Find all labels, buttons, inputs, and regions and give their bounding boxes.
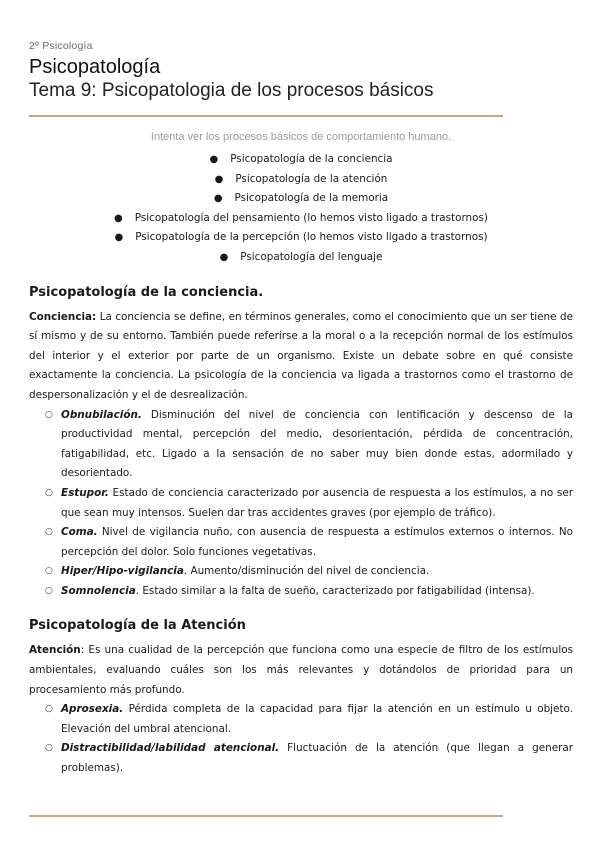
definition-term: Atención: [29, 644, 81, 657]
bullet-icon: ●: [114, 232, 124, 244]
topic-item: ● Psicopatología del pensamiento (lo hemos visto ligado a trastornos): [29, 209, 573, 229]
tema-title: Tema 9: Psicopatologia de los procesos básicos: [29, 80, 434, 101]
course-label: 2º Psicología: [29, 40, 93, 52]
list-item: ○ Somnolencia. Estado similar a la falta de sueño, caracterizado por fatigabilidad (intensa).: [61, 582, 573, 602]
list-item: ○ Hiper/Hipo-vigilancia. Aumento/disminución del nivel de conciencia.: [61, 562, 573, 582]
circle-bullet-icon: ○: [45, 487, 53, 498]
circle-bullet-icon: ○: [45, 585, 53, 596]
topic-item: ● Psicopatología de la memoria: [29, 189, 573, 209]
bullet-icon: ●: [214, 173, 224, 185]
list-item: ○ Obnubilación. Disminución del nivel de conciencia con lentificación y descenso de la productividad mental, percepción del medio, desorientación, pérdida de concentración, fatigabilidad, etc. Ligado a la sensación de no saber muy bien donde estas, adormilado y desorientado.: [61, 406, 573, 484]
intro-text: Intenta ver los procesos básicos de comportamiento humano.: [150, 131, 452, 143]
definition-conciencia: Conciencia: La conciencia se define, en términos generales, como el conocimiento que un ser tiene de sí mismo y de su entorno. También puede referirse a la moral o a la recepción normal de los estímulos del interior y el exterior por parte de un organismo. Existe un debate sobre en qué consiste exactamente la conciencia. La psicología de la conciencia va ligada a trastornos como el trastorno de despersonalización y el de desrealización.: [29, 310, 573, 401]
conciencia-list: [29, 406, 573, 602]
list-item: ○ Aprosexia. Pérdida completa de la capacidad para fijar la atención en un estímulo u objeto. Elevación del umbral atencional.: [61, 700, 573, 739]
bullet-icon: ●: [219, 251, 229, 263]
document-page: [29, 40, 573, 779]
topic-item: ● Psicopatología del lenguaje: [29, 248, 573, 268]
section-heading-atencion: Psicopatología de la Atención: [29, 618, 246, 634]
circle-bullet-icon: ○: [45, 704, 53, 715]
section-heading-conciencia: Psicopatología de la conciencia.: [29, 284, 264, 300]
bullet-icon: ●: [114, 212, 123, 224]
list-item: ○ Coma. Nivel de vigilancia nuño, con ausencia de respuesta a estímulos externos o internos. No percepción del dolor. Solo funciones vegetativas.: [61, 523, 573, 562]
list-item: ○ Estupor. Estado de conciencia caracterizado por ausencia de respuesta a los estímulos, a no ser que sean muy intensos. Suelen dar tras accidentes graves (por ejemplo de tráfico).: [61, 484, 573, 523]
topic-item: ● Psicopatología de la atención: [29, 170, 573, 190]
list-item: ○ Distractibilidad/labilidad atencional. Fluctuación de la atención (que llegan a generar problemas).: [61, 739, 573, 778]
definition-term: Conciencia:: [29, 310, 97, 323]
subject-title: Psicopatología: [29, 56, 161, 78]
bullet-icon: ●: [213, 193, 223, 205]
circle-bullet-icon: ○: [45, 566, 53, 577]
footer-divider: [29, 815, 503, 817]
topic-item: ● Psicopatología de la percepción (lo hemos visto ligado a trastornos): [29, 228, 573, 248]
atencion-list: [29, 700, 573, 778]
header-divider: [29, 115, 503, 117]
topics-list: [29, 150, 573, 268]
circle-bullet-icon: ○: [45, 743, 53, 754]
circle-bullet-icon: ○: [45, 527, 53, 538]
circle-bullet-icon: ○: [45, 409, 53, 420]
definition-atencion: Atención: Es una cualidad de la percepción que funciona como una especie de filtro de los estímulos ambientales, evaluando cuáles son los más relevantes y dotándolos de prioridad para un procesamiento más profundo.: [29, 644, 573, 696]
bullet-icon: ●: [209, 154, 219, 165]
topic-item: ● Psicopatología de la conciencia: [29, 150, 573, 170]
